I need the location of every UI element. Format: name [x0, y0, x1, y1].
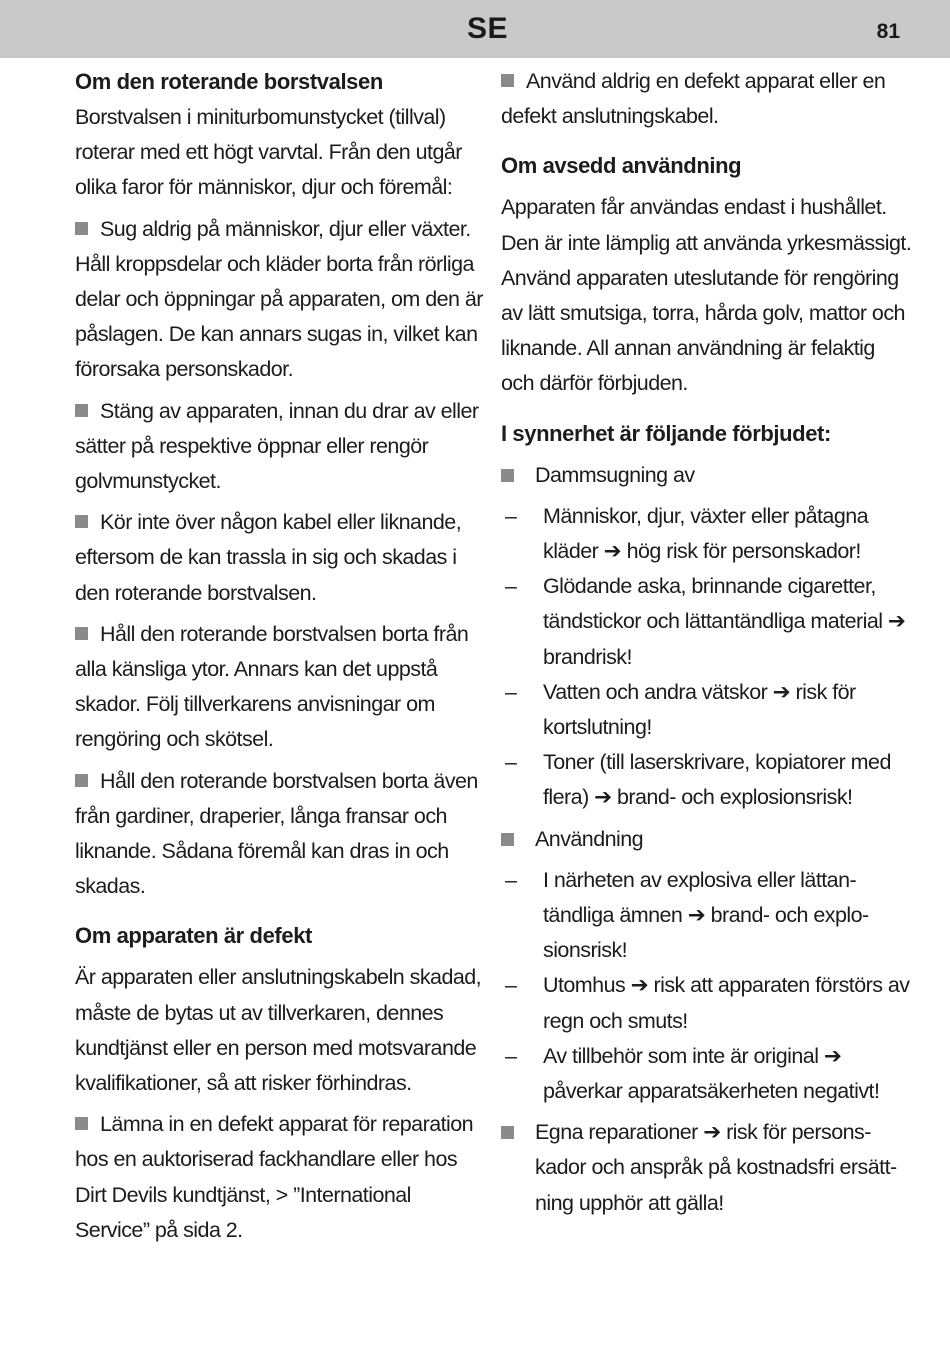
dash-item: – Vatten och andra vätskor ➔ risk för kortslutning!: [505, 679, 856, 740]
paragraph-intended-use: Apparaten får användas endast i hushållet. Den är inte lämplig att använda yrkesmässigt. Använd apparaten uteslutande för rengöring av lätt smutsiga, torra, hårda golv, mattor och liknande. All annan användning är felaktig och därför förbjuden.: [501, 195, 912, 396]
bullet-item: Kör inte över någon kabel eller liknande, eftersom de kan trassla in sig och skadas i den roterande borstvalsen.: [75, 510, 462, 605]
square-bullet-icon: [75, 404, 88, 417]
dash-item: – Utomhus ➔ risk att apparaten förstörs av regn och smuts!: [505, 973, 910, 1033]
bullet-item: Stäng av apparaten, innan du drar av eller sätter på respektive öppnar eller rengör golvmunstycket.: [75, 398, 479, 494]
dash-item: – Glödande aska, brinnande cigaretter, tändstickor och lättantändliga material ➔ brandrisk!: [505, 574, 906, 669]
list-item: Användning: [501, 822, 913, 857]
square-bullet-icon: [75, 515, 88, 528]
square-bullet-icon: [501, 469, 514, 482]
square-bullet-icon: [501, 833, 514, 846]
bullet-item: Sug aldrig på människor, djur eller växter. Håll kroppsdelar och kläder borta från rörliga delar och öppningar på apparaten, om den är påslagen. De kan annars sugas in, vilket kan förorsaka personskador.: [75, 216, 483, 382]
square-bullet-icon: [75, 222, 88, 235]
language-code: SE: [466, 12, 509, 45]
square-bullet-icon: [75, 627, 88, 640]
left-column: [75, 64, 483, 1254]
page-header: [0, 0, 950, 58]
square-bullet-icon: [75, 1117, 88, 1130]
heading-defective-device: Om apparaten är defekt: [75, 923, 312, 949]
paragraph-brush-intro: Borstvalsen i miniturbomunstycket (tillval) roterar med ett högt varvtal. Från den utgår olika faror för människor, djur och föremål:: [75, 105, 462, 200]
list-item: Dammsugning av: [501, 458, 913, 493]
heading-intended-use: Om avsedd användning: [501, 153, 742, 179]
paragraph-defective: Är apparaten eller anslutningskabeln skadad, måste de bytas ut av tillverkaren, dennes kundtjänst eller en person med motsvarande kvalifikationer, så att risker förhindras.: [75, 965, 482, 1096]
bullet-item: Håll den roterande borstvalsen borta från alla känsliga ytor. Annars kan det uppstå skador. Följ tillverkarens anvisningar om rengöring och skötsel.: [75, 621, 469, 752]
bullet-item: Håll den roterande borstvalsen borta även från gardiner, draperier, långa fransar och liknande. Sådana föremål kan dras in och skadas.: [75, 768, 478, 899]
square-bullet-icon: [501, 1126, 514, 1139]
list-item: Egna reparationer ➔ risk för personskador och anspråk på kostnadsfri ersättning upphör att gälla!: [501, 1115, 913, 1221]
dash-item: – Människor, djur, växter eller påtagna kläder ➔ hög risk för personskador!: [505, 503, 869, 564]
page-number: 81: [876, 20, 900, 43]
heading-prohibited: I synnerhet är följande förbjudet:: [501, 420, 831, 446]
bullet-item: Använd aldrig en defekt apparat eller en defekt anslutningskabel.: [501, 69, 886, 129]
dash-item: – Av tillbehör som inte är original ➔ påverkar apparatsäkerheten negativt!: [505, 1043, 880, 1104]
bullet-item: Lämna in en defekt apparat för reparation hos en auktoriserad fackhandlare eller hos Dirt Devils kundtjänst, > ”International Service” på sida 2.: [75, 1112, 474, 1242]
dash-item: – I närheten av explosiva eller lättantändliga ämnen ➔ brand- och explosionsrisk!: [505, 867, 870, 963]
heading-rotating-brush: Om den roterande borstvalsen: [75, 69, 383, 94]
right-column: [501, 64, 913, 1227]
dash-item: – Toner (till laserskrivare, kopiatorer med flera) ➔ brand- och explosionsrisk!: [505, 750, 891, 810]
square-bullet-icon: [501, 74, 514, 87]
square-bullet-icon: [75, 774, 88, 787]
